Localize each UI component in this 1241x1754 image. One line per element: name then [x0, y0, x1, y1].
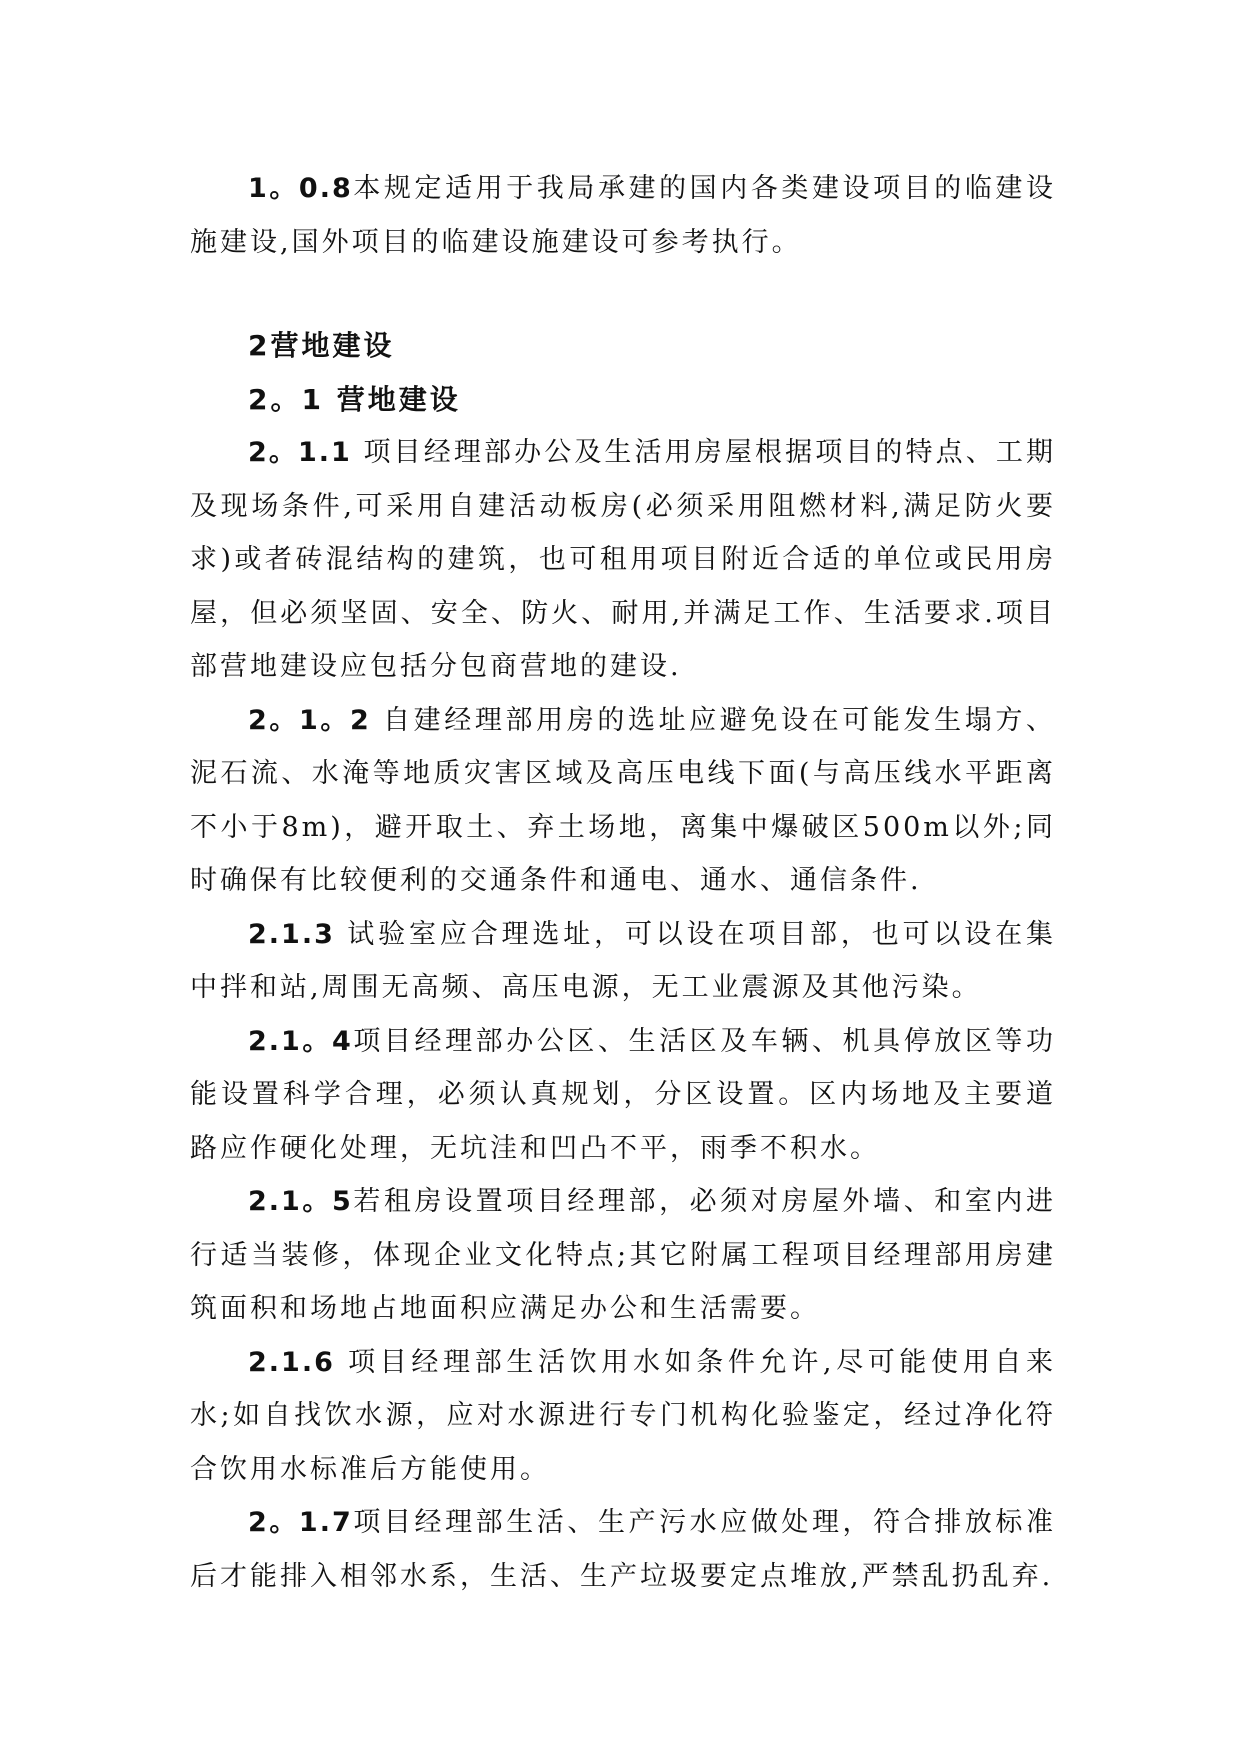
clause-number: 2.1.3: [248, 918, 335, 950]
clause-text: 若租房设置项目经理部，必须对房屋外墙、和室内进行适当装修，体现企业文化特点;其它附属工程项目经理部用房建筑面积和场地占地面积应满足办公和生活需要。: [190, 1186, 1057, 1324]
clause-paragraph: [190, 908, 1056, 1015]
clause-paragraph: [190, 1336, 1056, 1497]
clause-paragraph: [190, 1496, 1056, 1603]
clause-text: 项目经理部生活、生产污水应做处理，符合排放标准后才能排入相邻水系，生活、生产垃圾要定点堆放,严禁乱扔乱弃.: [190, 1507, 1057, 1592]
document-body: [190, 162, 1056, 1603]
clause-number: 2。1。2: [248, 704, 371, 736]
clause-number: 2.1。5: [248, 1186, 353, 1217]
clause-text: 自建经理部用房的选址应避免设在可能发生塌方、泥石流、水淹等地质灾害区域及高压电线下面(与高压线水平距离不小于8m)，避开取土、弃土场地，离集中爆破区500m以外;同时确保有比较便利的交通条件和通电、通水、通信条件.: [190, 704, 1056, 896]
clause-paragraph: [190, 426, 1056, 694]
clause-text: 本规定适用于我局承建的国内各类建设项目的临建设施建设,国外项目的临建设施建设可参考执行。: [190, 173, 1057, 258]
clause-paragraph: [190, 694, 1056, 908]
clause-number: 2.1.6: [248, 1346, 335, 1378]
clause-number: 2。1.1: [248, 437, 352, 468]
clause-text: 项目经理部办公及生活用房屋根据项目的特点、工期及现场条件,可采用自建活动板房(必须采用阻燃材料,满足防火要求)或者砖混结构的建筑，也可租用项目附近合适的单位或民用房屋，但必须坚固、安全、防火、耐用,并满足工作、生活要求.项目部营地建设应包括分包商营地的建设.: [190, 437, 1056, 682]
clause-text: 项目经理部办公区、生活区及车辆、机具停放区等功能设置科学合理，必须认真规划，分区设置。区内场地及主要道路应作硬化处理，无坑洼和凹凸不平，雨季不积水。: [190, 1025, 1057, 1164]
intro-paragraph: [190, 162, 1056, 269]
clause-paragraph: [190, 1175, 1056, 1336]
section-heading: 2营地建设: [248, 329, 395, 362]
clause-text: 试验室应合理选址，可以设在项目部，也可以设在集中拌和站,周围无高频、高压电源，无工业震源及其他污染。: [190, 918, 1056, 1003]
clause-number: 2.1。4: [248, 1025, 353, 1057]
section-spacer: [190, 269, 1056, 319]
clause-text: 项目经理部生活饮用水如条件允许,尽可能使用自来水;如自找饮水源，应对水源进行专门机构化验鉴定，经过净化符合饮用水标准后方能使用。: [190, 1346, 1056, 1485]
clause-paragraph: [190, 1015, 1056, 1176]
clause-number: 1。0.8: [248, 173, 353, 204]
clause-number: 2。1.7: [248, 1507, 353, 1538]
subsection-heading: 2。1 营地建设: [248, 382, 461, 416]
